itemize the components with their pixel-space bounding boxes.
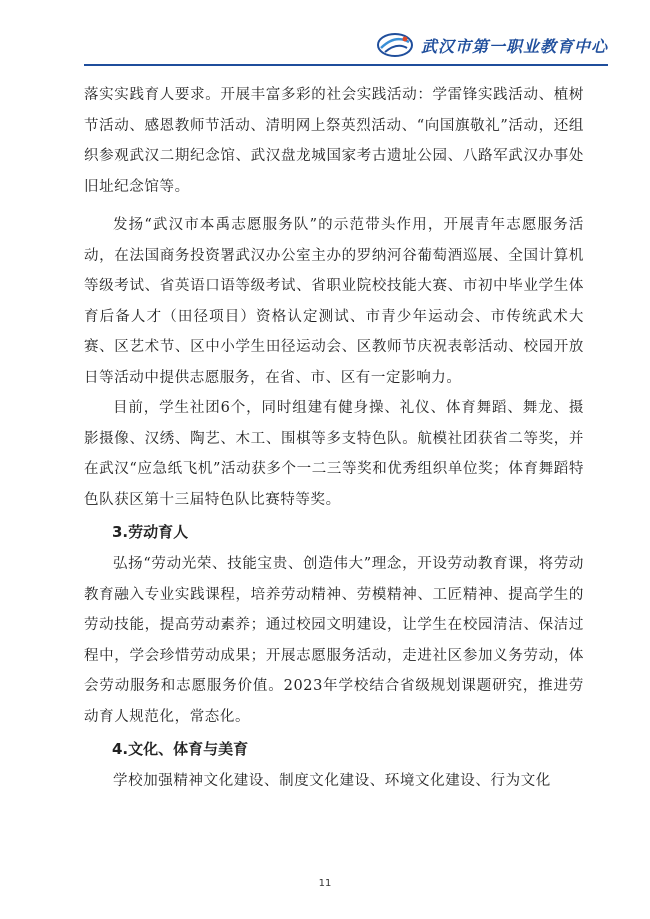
section-heading-culture-sports-arts: 4.文化、体育与美育 — [112, 740, 249, 758]
paragraph-volunteer-service: 发扬“武汉市本禹志愿服务队”的示范带头作用，开展青年志愿服务活动，在法国商务投资署武汉办公室主办的罗纳河谷葡萄酒巡展、全国计算机等级考试、省英语口语等级考试、省职业院校技能大赛、市初中毕业学生体育后备人才（田径项目）资格认定测试、市青少年运动会、市传统武术大赛、区艺术节、区中小学生田径运动会、区教师节庆祝表彰活动、校园开放日等活动中提供志愿服务，在省、市、区有一定影响力。 — [84, 217, 584, 386]
header-divider — [84, 64, 608, 66]
page-header — [375, 30, 608, 60]
page-number: 11 — [318, 878, 332, 889]
paragraph-labor-education: 弘扬“劳动光荣、技能宝贵、创造伟大”理念，开设劳动教育课，将劳动教育融入专业实践课程，培养劳动精神、劳模精神、工匠精神、提高学生的劳动技能，提高劳动素养；通过校园文明建设，让学生在校园清洁、保洁过程中，学会珍惜劳动成果；开展志愿服务活动，走进社区参加义务劳动，体会劳动服务和志愿服务价值。2023年学校结合省级规划课题研究，推进劳动育人规范化，常态化。 — [84, 556, 584, 725]
header-title: 武汉市第一职业教育中心 — [420, 36, 608, 56]
paragraph-student-clubs: 目前，学生社团6个，同时组建有健身操、礼仪、体育舞蹈、舞龙、摄影摄像、汉绣、陶艺、木工、围棋等多支特色队。航模社团获省二等奖，并在武汉“应急纸飞机”活动获多个一二三等奖和优秀组织单位奖；体育舞蹈特色队获区第十三届特色队比赛特等奖。 — [84, 400, 584, 508]
section-heading-labor-education: 3.劳动育人 — [112, 523, 189, 541]
page-content — [84, 80, 584, 797]
paragraph-practice-activities: 落实实践育人要求。开展丰富多彩的社会实践活动：学雷锋实践活动、植树节活动、感恩教师节活动、清明网上祭英烈活动、“向国旗敬礼”活动，还组织参观武汉二期纪念馆、武汉盘龙城国家考古遗址公园、八路军武汉办事处旧址纪念馆等。 — [84, 87, 584, 195]
school-logo-icon — [375, 30, 415, 60]
paragraph-culture-construction: 学校加强精神文化建设、制度文化建设、环境文化建设、行为文化 — [113, 773, 551, 789]
